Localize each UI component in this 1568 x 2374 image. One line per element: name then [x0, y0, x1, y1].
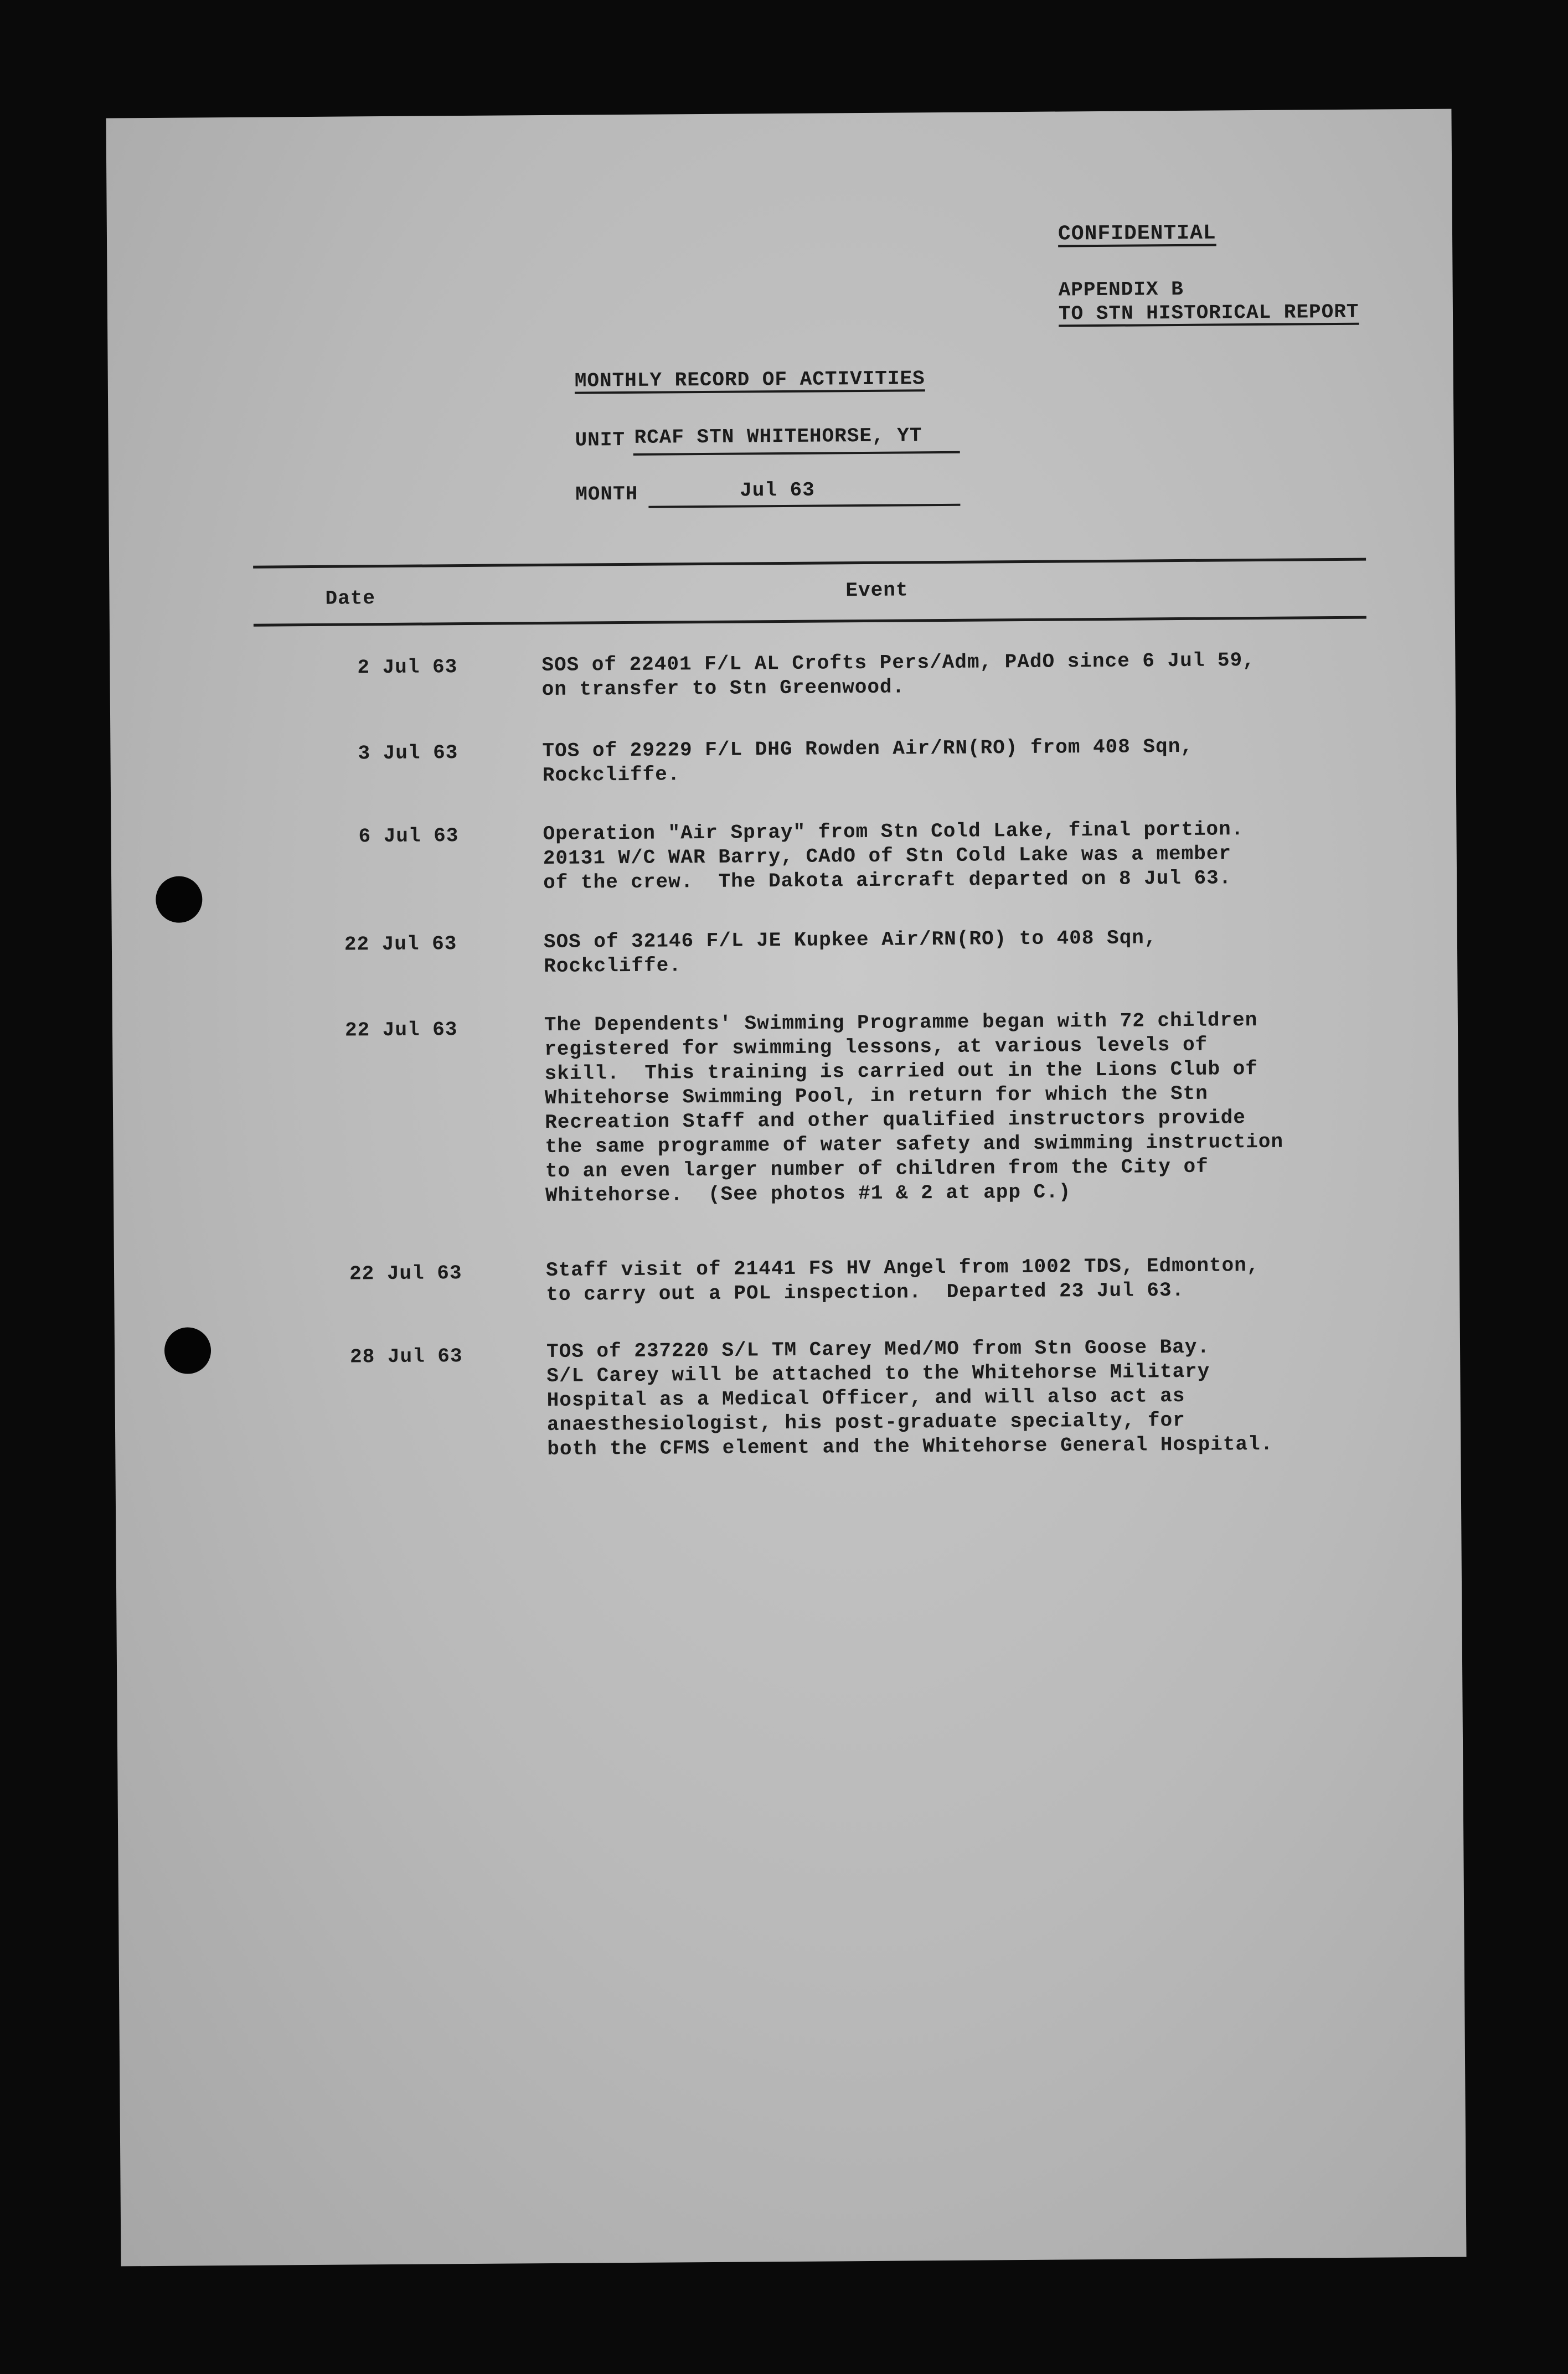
entry-event-line: on transfer to Stn Greenwood. — [541, 675, 905, 701]
entry-event-line: the same programme of water safety and swimming instruction — [545, 1130, 1284, 1159]
unit-underline — [633, 451, 960, 456]
punch-hole-lower — [164, 1327, 212, 1374]
event-column-header: Event — [845, 579, 909, 602]
entry-date: 22 Jul 63 — [344, 932, 457, 956]
appendix-label: APPENDIX B — [1058, 277, 1184, 302]
entry-event-line: Staff visit of 21441 FS HV Angel from 1002 TDS, Edmonton, — [545, 1254, 1260, 1282]
unit-value: RCAF STN WHITEHORSE, YT — [634, 424, 922, 449]
unit-label: UNIT — [575, 428, 626, 452]
entry-date: 6 Jul 63 — [358, 824, 459, 848]
table-top-rule — [253, 558, 1366, 569]
entry-event-line: to an even larger number of children from the City of — [545, 1155, 1209, 1183]
entry-event-line: Whitehorse. (See photos #1 & 2 at app C.) — [545, 1180, 1071, 1207]
entry-event-line: TOS of 29229 F/L DHG Rowden Air/RN(RO) from 408 Sqn, — [542, 735, 1193, 763]
entry-event-line: S/L Carey will be attached to the Whitehorse Military — [546, 1360, 1210, 1388]
entry-event-line: Operation "Air Spray" from Stn Cold Lake, final portion. — [543, 818, 1244, 846]
record-heading: MONTHLY RECORD OF ACTIVITIES — [574, 367, 925, 393]
entry-event-line: TOS of 237220 S/L TM Carey Med/MO from Stn Goose Bay. — [546, 1335, 1210, 1364]
entry-event-line: registered for swimming lessons, at various levels of — [544, 1033, 1208, 1061]
entry-date: 22 Jul 63 — [349, 1262, 462, 1286]
entry-date: 3 Jul 63 — [358, 741, 458, 765]
classification-label: CONFIDENTIAL — [1058, 221, 1216, 246]
entry-event-line: Hospital as a Medical Officer, and will also act as — [546, 1384, 1185, 1412]
entry-event-line: anaesthesiologist, his post-graduate specialty, for — [546, 1408, 1185, 1437]
document-page — [106, 109, 1466, 2267]
month-underline — [648, 504, 960, 508]
entry-event-line: Rockcliffe. — [544, 954, 682, 978]
entry-event-line: Whitehorse Swimming Pool, in return for which the Stn — [544, 1082, 1208, 1110]
entry-event-line: skill. This training is carried out in the Lions Club of — [544, 1057, 1258, 1086]
month-value: Jul 63 — [740, 478, 815, 502]
entry-event-line: SOS of 32146 F/L JE Kupkee Air/RN(RO) to 408 Sqn, — [543, 926, 1157, 954]
table-header-rule — [254, 616, 1366, 627]
month-label: MONTH — [575, 482, 638, 506]
entry-date: 22 Jul 63 — [344, 1018, 458, 1042]
report-reference: TO STN HISTORICAL REPORT — [1058, 300, 1359, 326]
entry-date: 28 Jul 63 — [349, 1345, 463, 1369]
entry-event-line: to carry out a POL inspection. Departed 23 Jul 63. — [546, 1278, 1185, 1307]
entry-event-line: Recreation Staff and other qualified instructors provide — [545, 1106, 1246, 1134]
entry-event-line: The Dependents' Swimming Programme began with 72 children — [544, 1009, 1258, 1037]
entry-event-line: 20131 W/C WAR Barry, CAdO of Stn Cold Lake was a member — [543, 842, 1232, 870]
punch-hole-upper — [156, 876, 203, 923]
entry-event-line: of the crew. The Dakota aircraft departed on 8 Jul 63. — [543, 866, 1232, 895]
entry-event-line: SOS of 22401 F/L AL Crofts Pers/Adm, PAdO since 6 Jul 59, — [541, 649, 1255, 677]
entry-event-line: both the CFMS element and the Whitehorse General Hospital. — [547, 1432, 1273, 1461]
entry-date: 2 Jul 63 — [357, 656, 458, 679]
entry-event-line: Rockcliffe. — [542, 763, 680, 787]
date-column-header: Date — [325, 587, 376, 610]
